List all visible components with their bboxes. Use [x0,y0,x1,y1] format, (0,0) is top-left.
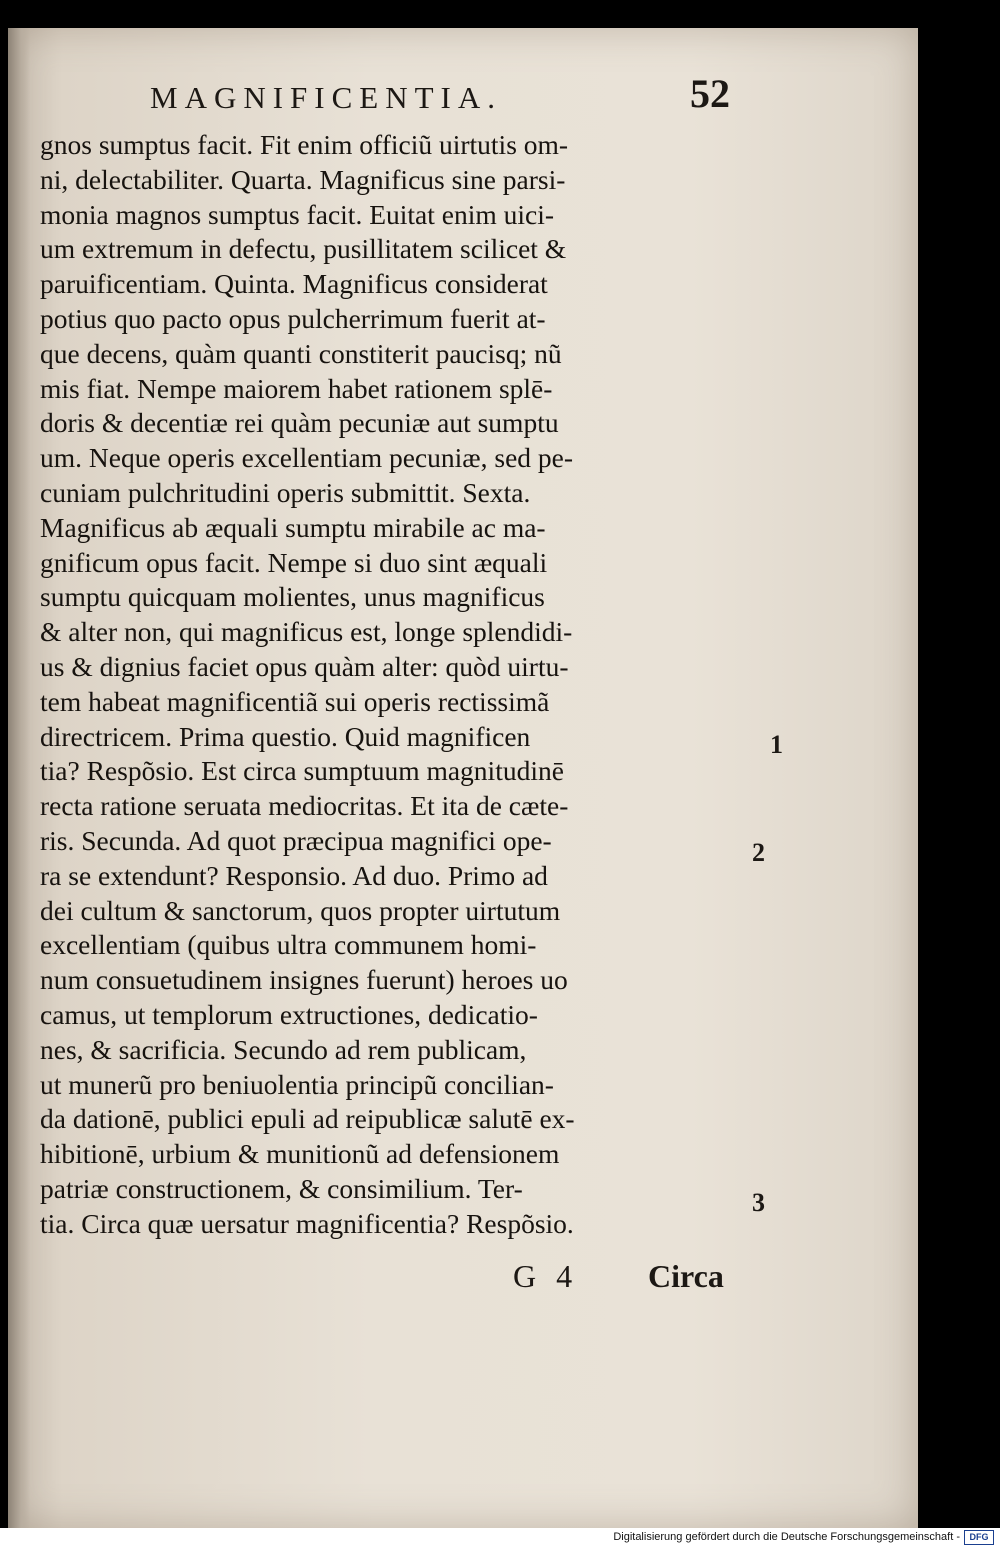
text-line: monia magnos sumptus facit. Euitat enim uici- [40,198,555,230]
text-line: doris & decentiæ rei quàm pecuniæ aut sumptu [40,407,559,439]
text-line: que decens, quàm quanti constiterit paucisq; nũ [40,337,562,369]
text-line: tia. Circa quæ uersatur magnificentia? Respõsio. [40,1207,574,1239]
text-line: Magnificus ab æquali sumptu mirabile ac ma- [40,511,546,543]
text-line: gnos sumptus facit. Fit enim officiũ uirtutis om- [40,129,569,160]
text-line: camus, ut templorum extructiones, dedicatio- [40,998,538,1030]
funding-credit: Digitalisierung gefördert durch die Deutsche Forschungsgemeinschaft - [613,1531,960,1543]
text-line: patriæ constructionem, & consimilium. Ter- [40,1172,523,1204]
text-line: recta ratione seruata mediocritas. Et ita de cæte- [40,790,569,822]
text-line: um. Neque operis excellentiam pecuniæ, sed pe- [40,442,574,474]
text-line: excellentiam (quibus ultra communem homi- [40,929,537,961]
signature-mark: G 4 [513,1258,573,1294]
text-line: nes, & sacrificia. Secundo ad rem publicam, [40,1033,527,1065]
text-line: num consuetudinem insignes fuerunt) heroes uo [40,964,568,996]
text-line: sumptu quicquam molientes, unus magnificus [40,581,545,613]
text-line: da dationē, publici epuli ad reipublicæ salutē ex- [40,1103,575,1135]
text-line: um extremum in defectu, pusillitatem scilicet & [40,233,567,265]
margin-note-1: 1 [770,730,783,759]
page-number: 52 [690,71,730,116]
text-line: ut munerũ pro beniuolentia principũ concilian- [40,1068,554,1100]
text-line: hibitionē, urbium & munitionũ ad defensionem [40,1138,560,1170]
text-line: mis fiat. Nempe maiorem habet rationem splē- [40,372,553,404]
text-line: gnificum opus facit. Nempe si duo sint æquali [40,546,548,578]
margin-note-3: 3 [752,1188,765,1217]
text-line: cuniam pulchritudini operis submittit. Sexta. [40,476,531,508]
text-line: potius quo pacto opus pulcherrimum fuerit at- [40,302,546,334]
text-line: directricem. Prima questio. Quid magnificen [40,720,531,752]
page-header [150,70,730,124]
text-line: paruificentiam. Quinta. Magnificus considerat [40,268,548,300]
text-line: tia? Respõsio. Est circa sumptuum magnitudinē [40,755,564,787]
text-line: ra se extendunt? Responsio. Ad duo. Primo ad [40,859,548,891]
text-line: & alter non, qui magnificus est, longe splendidi- [40,616,573,648]
margin-note-2: 2 [752,838,765,867]
credit-bar [0,1528,1000,1549]
text-line: ni, delectabiliter. Quarta. Magnificus sine parsi- [40,163,566,195]
running-title: MAGNIFICENTIA. [150,80,503,115]
text-line: us & dignius faciet opus quàm alter: quòd uirtu- [40,650,569,682]
text-line: dei cultum & sanctorum, quos propter uirtutum [40,894,561,926]
text-line: tem habeat magnificentiã sui operis rectissimã [40,685,550,717]
page-gutter-shadow [8,28,30,1528]
text-line: ris. Secunda. Ad quot præcipua magnifici ope- [40,824,552,856]
body-text [40,128,740,1242]
catchword: Circa [648,1258,724,1294]
dfg-logo-icon: DFG [964,1530,994,1545]
